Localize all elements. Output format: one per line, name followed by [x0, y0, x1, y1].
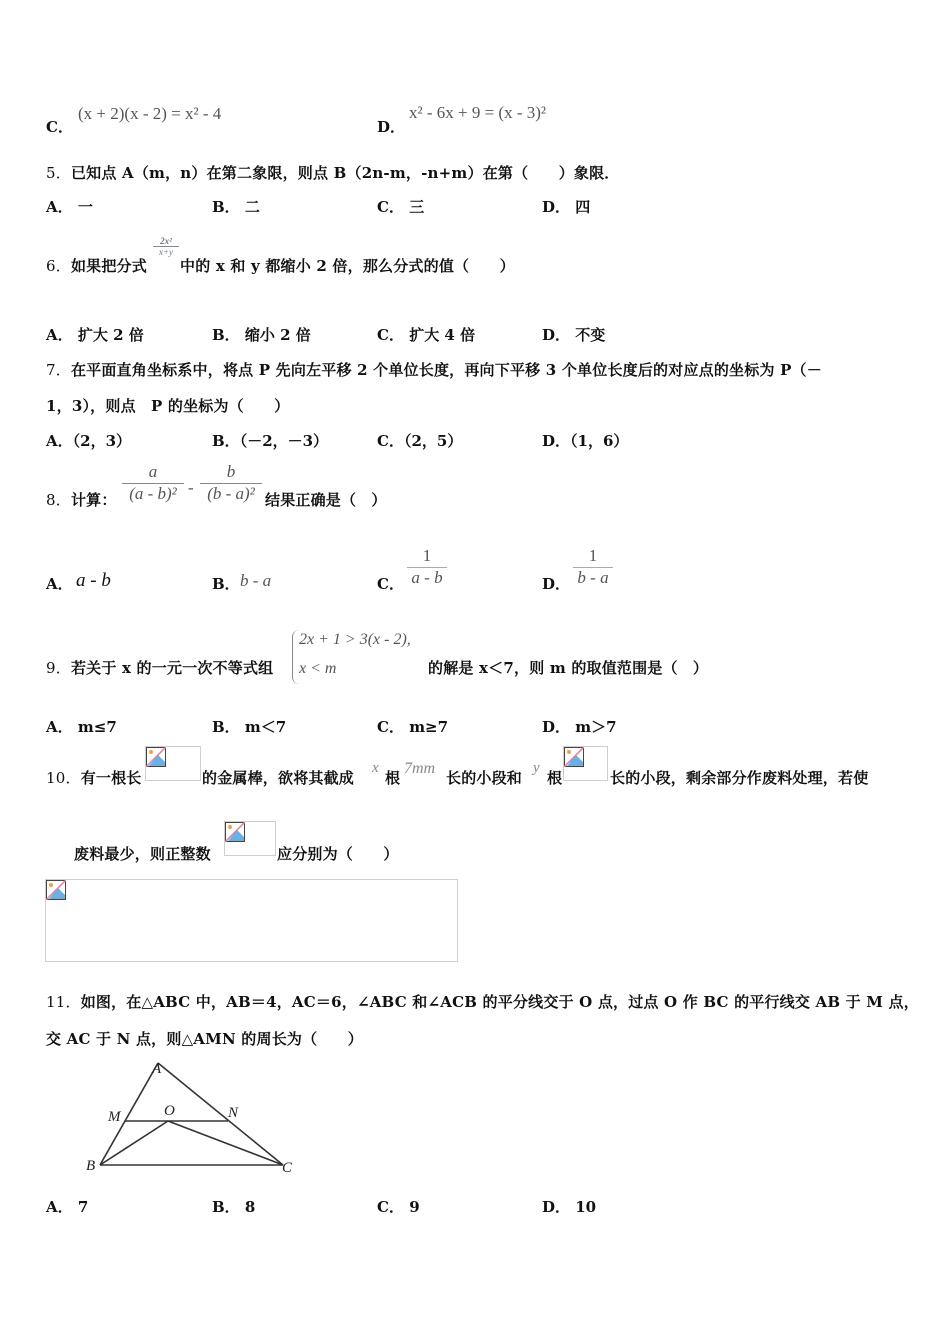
- label-m: M: [108, 1109, 121, 1125]
- label-b: B: [86, 1158, 96, 1174]
- q8-fraction-2: b (b - a)²: [200, 462, 262, 504]
- q11-option-a: A． 7: [46, 1198, 89, 1216]
- q4-option-d-label: D．: [377, 118, 406, 136]
- q7-option-c: C．（2，5）: [377, 432, 463, 450]
- question-10-line2b: 应分别为（ ）: [277, 845, 399, 863]
- question-10-seg4: 长的小段和: [446, 769, 523, 787]
- q9-option-c: C． m≥7: [377, 718, 449, 736]
- question-6: [46, 255, 147, 276]
- question-10-seg6: 长的小段，剩余部分作废料处理，若使: [610, 769, 869, 787]
- q11-option-c: C． 9: [377, 1198, 420, 1216]
- question-number: 6．: [46, 257, 71, 275]
- q9-option-a: A． m≤7: [46, 718, 117, 736]
- label-n: N: [228, 1105, 239, 1121]
- question-11-line2: 交 AC 于 N 点，则△AMN 的周长为（ ）: [46, 1030, 363, 1048]
- q8-option-b-label: B．: [212, 575, 240, 593]
- q6-option-a: A． 扩大 2 倍: [46, 326, 144, 344]
- q8-option-b-math: b - a: [240, 571, 272, 590]
- q6-option-d: D． 不变: [542, 326, 606, 344]
- q8-option-c-fraction: 1 a - b: [407, 546, 447, 588]
- q8-option-a-math: a - b: [76, 570, 111, 591]
- broken-image-length: [145, 746, 201, 781]
- q8-option-c-label: C．: [377, 575, 404, 593]
- label-c: C: [282, 1160, 293, 1176]
- question-11-line1: 11．如图，在△ABC 中，AB＝4，AC＝6，∠ABC 和∠ACB 的平分线交于 O 点，过点 O 作 BC 的平行线交 AB 于 M 点，: [46, 993, 919, 1011]
- q5-option-b: B． 二: [212, 198, 260, 216]
- q6-option-c: C． 扩大 4 倍: [377, 326, 476, 344]
- broken-image-options: [45, 879, 458, 962]
- broken-image-integers: [224, 821, 276, 856]
- q5-option-a: A． 一: [46, 198, 93, 216]
- broken-image-icon: [46, 880, 66, 900]
- label-o: O: [164, 1103, 175, 1119]
- q8-option-d-label: D．: [542, 575, 571, 593]
- q7-option-b: B．（－2，－3）: [212, 432, 329, 450]
- triangle-figure: [80, 1055, 310, 1180]
- q8-option-a-label: A．: [46, 575, 73, 593]
- question-8: 8．计算：: [46, 491, 117, 509]
- label-a: A: [152, 1061, 162, 1077]
- question-text-after: 结果正确是（ ）: [265, 491, 387, 509]
- question-9: 9．若关于 x 的一元一次不等式组: [46, 659, 274, 677]
- system-brace: [292, 630, 299, 684]
- broken-image-segment: [563, 746, 608, 781]
- var-y: y: [533, 760, 540, 776]
- question-7-line2: 1，3），则点 P 的坐标为（ ）: [46, 397, 290, 415]
- q4-option-d-math: x² - 6x + 9 = (x - 3)²: [409, 103, 547, 122]
- q9-option-d: D． m＞7: [542, 718, 617, 736]
- question-10-start: 10．有一根长: [46, 769, 142, 787]
- q8-option-d-fraction: 1 b - a: [573, 546, 613, 588]
- length-7mm: 7mm: [404, 760, 436, 777]
- q6-fraction: 2x² x+y: [153, 236, 179, 257]
- question-10-line2a: 废料最少，则正整数: [74, 845, 211, 863]
- q6-option-b: B． 缩小 2 倍: [212, 326, 311, 344]
- broken-image-icon: [225, 822, 245, 842]
- question-10-seg5: 根: [547, 769, 563, 787]
- question-7-line1: 7．在平面直角坐标系中，将点 P 先向左平移 2 个单位长度，再向下平移 3 个单位长度后的对应点的坐标为 P（－: [46, 361, 822, 379]
- q7-option-a: A．（2，3）: [46, 432, 132, 450]
- q8-fraction-1: a (a - b)²: [122, 462, 184, 504]
- var-x: x: [372, 760, 379, 776]
- q8-minus: -: [188, 478, 194, 497]
- system-line-2: x < m: [299, 660, 337, 677]
- q7-option-d: D．（1，6）: [542, 432, 629, 450]
- q11-option-d: D． 10: [542, 1198, 597, 1216]
- question-text-after: 中的 x 和 y 都缩小 2 倍，那么分式的值（ ）: [180, 257, 515, 275]
- question-5: [46, 162, 620, 183]
- q4-option-c-label: C．: [46, 118, 73, 136]
- q9-option-b: B． m＜7: [212, 718, 287, 736]
- question-10-seg2: 的金属棒，欲将其截成: [202, 769, 355, 787]
- question-10-seg3: 根: [385, 769, 401, 787]
- system-line-1: 2x + 1 > 3(x - 2),: [299, 631, 411, 648]
- q4-option-c-math: (x + 2)(x - 2) = x² - 4: [78, 104, 222, 123]
- question-number: 5．: [46, 164, 71, 182]
- q5-option-c: C． 三: [377, 198, 425, 216]
- question-text: 已知点 A（m，n）在第二象限，则点 B（2n-m，-n+m）在第（ ）象限．: [70, 164, 620, 182]
- broken-image-icon: [146, 747, 166, 767]
- question-text-before: 如果把分式: [70, 257, 147, 275]
- q11-option-b: B． 8: [212, 1198, 256, 1216]
- question-text-after: 的解是 x＜7，则 m 的取值范围是（ ）: [428, 659, 709, 677]
- q5-option-d: D． 四: [542, 198, 591, 216]
- broken-image-icon: [564, 747, 584, 767]
